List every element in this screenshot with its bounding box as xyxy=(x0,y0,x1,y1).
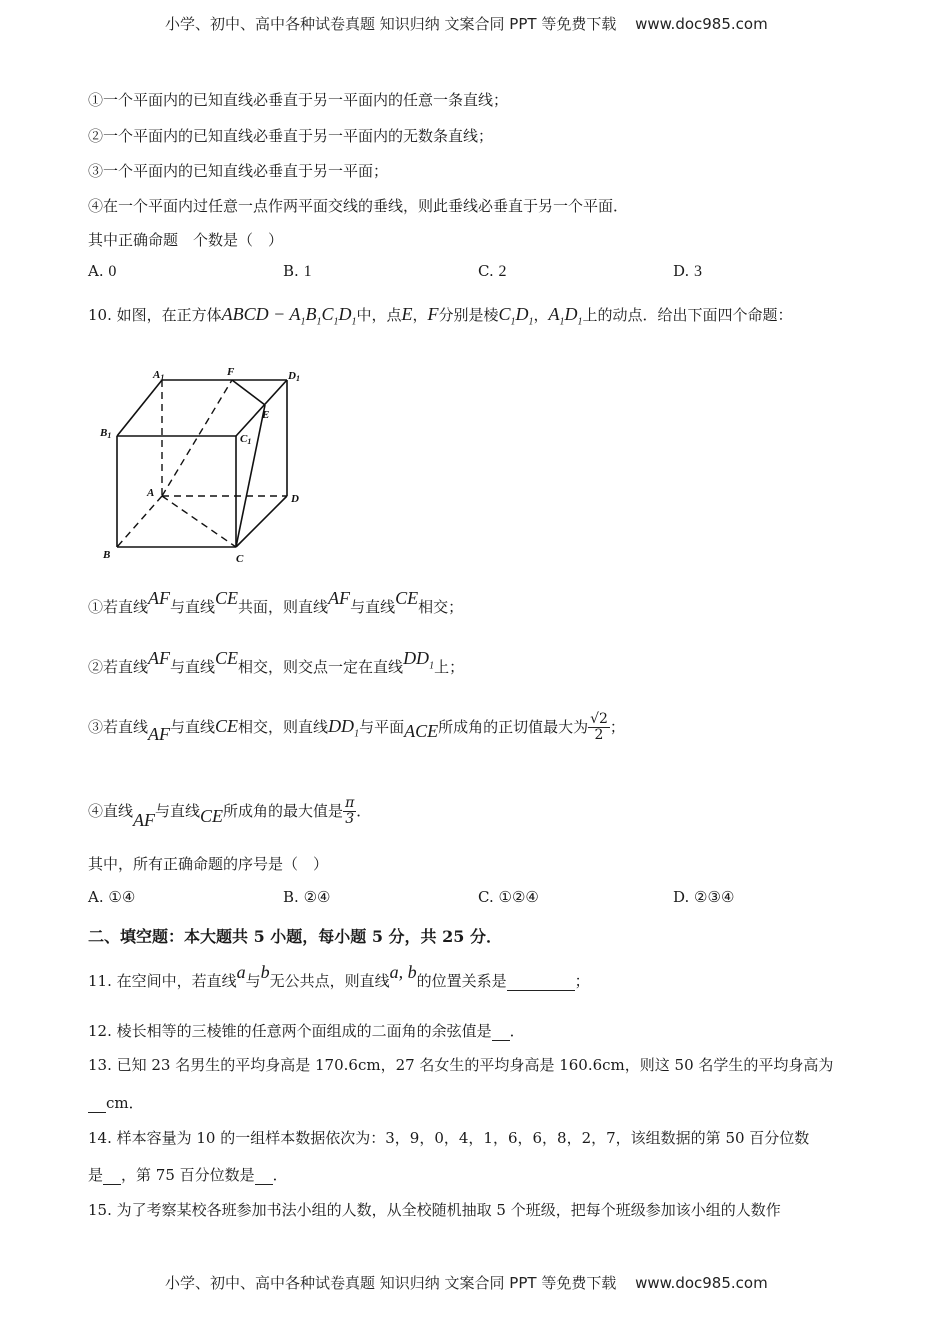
q10-options xyxy=(88,888,868,906)
q10-statement-2: ②若直线AF与直线CE相交，则交点一定在直线$DD_1$上； xyxy=(88,648,465,676)
q9-statement-4: ④在一个平面内过任意一点作两平面交线的垂线，则此垂线必垂直于另一个平面． xyxy=(88,197,629,215)
q14-answer-blank-1[interactable] xyxy=(103,1166,121,1185)
page-footer xyxy=(165,1272,768,1293)
q11: 11. 在空间中，若直线a与b无公共点，则直线a, b的位置关系是 ； xyxy=(88,962,590,990)
label-b1: B1 xyxy=(100,427,112,440)
label-c: C xyxy=(236,553,244,565)
q10-statement-1: ①若直线AF与直线CE共面，则直线AF与直线CE相交； xyxy=(88,588,464,616)
edge-b1-a1 xyxy=(117,380,162,436)
q10-cube-name: ABCD − $A_1B_1C_1D_1$ xyxy=(221,304,357,328)
footer-text: 小学、初中、高中各种试卷真题 知识归纳 文案合同 PPT 等免费下载 xyxy=(165,1274,617,1292)
q9-option-a[interactable]: A. 0 xyxy=(88,262,117,280)
q9-statement-1: ①一个平面内的已知直线必垂直于另一平面内的任意一条直线； xyxy=(88,91,509,109)
q9-option-d[interactable]: D. 3 xyxy=(673,262,703,280)
edge-f-e xyxy=(232,380,265,405)
q10-statement-3: ③若直线AF与直线CE相交，则直线$DD_1$与平面ACE所成角的正切值最大为 $\frac{√2}{2}$ ； xyxy=(88,711,625,744)
q9-option-c[interactable]: C. 2 xyxy=(478,262,507,280)
label-d: D xyxy=(291,493,299,505)
q14-line2: 是 ，第 75 百分位数是 ． xyxy=(88,1166,288,1184)
q9-statement-3: ③一个平面内的已知直线必垂直于另一平面； xyxy=(88,162,389,180)
q14-line1: 14. 样本容量为 10 的一组样本数据依次为：3，9，0，4，1，6，6，8，2，7，该组数据的第 50 百分位数 xyxy=(88,1129,810,1147)
label-c1: C1 xyxy=(240,433,252,446)
q13-line1: 13. 已知 23 名男生的平均身高是 170.6cm，27 名女生的平均身高是 160.6cm，则这 50 名学生的平均身高为 xyxy=(88,1056,834,1074)
header-site[interactable]: www.doc985.com xyxy=(635,15,768,33)
q12-answer-blank[interactable] xyxy=(492,1022,510,1041)
q9-question: 其中正确命题 个数是（ ） xyxy=(88,231,284,249)
label-f: F xyxy=(227,366,235,378)
q13-answer-blank[interactable] xyxy=(88,1094,106,1113)
q10-option-c[interactable]: C. ①②④ xyxy=(478,888,539,906)
hidden-a-c xyxy=(162,496,236,547)
hidden-a-b xyxy=(117,496,162,547)
label-b: B xyxy=(103,549,111,561)
q10-option-d[interactable]: D. ②③④ xyxy=(673,888,735,906)
q10-option-a[interactable]: A. ①④ xyxy=(88,888,136,906)
label-e: E xyxy=(262,409,270,421)
page-header xyxy=(165,13,768,34)
q10-statement-4: ④直线AF与直线CE所成角的最大值是 $\frac{\pi}{3}$ ． xyxy=(88,795,372,830)
q10-question: 其中，所有正确命题的序号是（ ） xyxy=(88,855,329,873)
q14-answer-blank-2[interactable] xyxy=(255,1166,273,1185)
fraction-sqrt2-over-2: $\frac{√2}{2}$ xyxy=(590,711,608,744)
q10-option-b[interactable]: B. ②④ xyxy=(283,888,331,906)
label-a: A xyxy=(147,487,155,499)
hidden-a-f xyxy=(162,380,232,496)
q15-line1: 15. 为了考察某校各班参加书法小组的人数，从全校随机抽取 5 个班级，把每个班级参加该小组的人数作 xyxy=(88,1201,781,1219)
q9-options xyxy=(88,262,868,281)
q10-stem: 10. 如图，在正方体ABCD − $A_1B_1C_1D_1$中，点E，F分别是棱$C_1D_1$，$A_1D_1$上的动点．给出下面四个命题： xyxy=(88,304,793,328)
header-text: 小学、初中、高中各种试卷真题 知识归纳 文案合同 PPT 等免费下载 xyxy=(165,15,617,33)
edge-c-d xyxy=(236,496,287,547)
label-d1: D1 xyxy=(288,370,300,383)
label-a1: A1 xyxy=(153,369,165,382)
q9-option-b[interactable]: B. 1 xyxy=(283,262,312,280)
section2-title: 二、填空题：本大题共 5 小题，每小题 5 分，共 25 分． xyxy=(88,927,502,946)
q11-answer-blank[interactable] xyxy=(507,972,575,991)
fraction-pi-over-3: $\frac{\pi}{3}$ xyxy=(345,795,355,828)
q13-line2: cm． xyxy=(88,1092,144,1113)
edge-c-e xyxy=(236,405,265,547)
footer-site[interactable]: www.doc985.com xyxy=(635,1274,768,1292)
q10-cube-figure xyxy=(95,362,315,572)
q12: 12. 棱长相等的三棱锥的任意两个面组成的二面角的余弦值是 ． xyxy=(88,1022,525,1040)
q9-statement-2: ②一个平面内的已知直线必垂直于另一平面内的无数条直线； xyxy=(88,127,494,145)
